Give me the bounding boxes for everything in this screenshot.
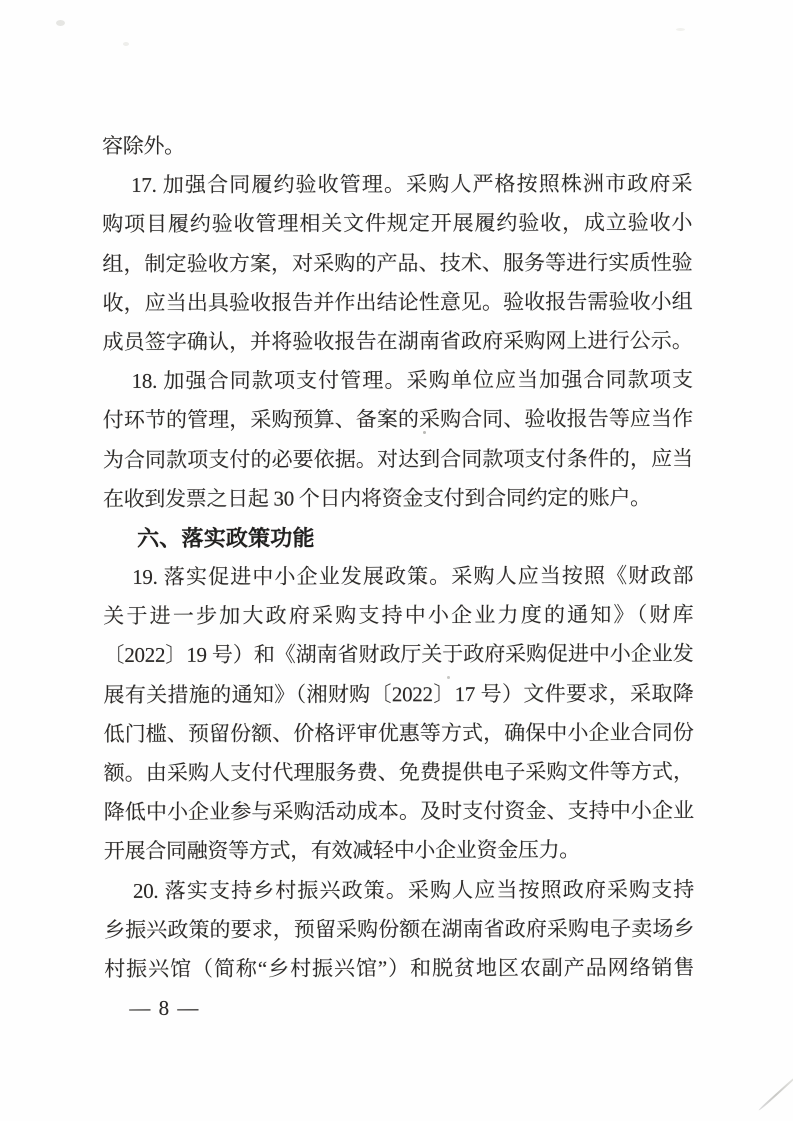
paragraph-end-line: 开展合同融资等方式，有效减轻中小企业资金压力。 bbox=[103, 838, 581, 864]
body-text-line: 关于进一步加大政府采购支持中小企业力度的通知》（财库 bbox=[103, 602, 694, 629]
body-text-line: 为合同款项支付的必要依据。对达到合同款项支付条件的，应当 bbox=[102, 445, 693, 472]
paragraph-18-first-line: 18. 加强合同款项支付管理。采购单位应当加强合同款项支 bbox=[131, 367, 693, 394]
section-heading: 六、落实政策功能 bbox=[137, 525, 315, 551]
page-curl-artifact bbox=[758, 1075, 793, 1111]
body-text-line: 乡振兴政策的要求，预留采购份额在湖南省政府采购电子卖场乡 bbox=[104, 916, 695, 942]
body-text-line: 〔2022〕19 号）和《湖南省财政厅关于政府采购促进中小企业发 bbox=[103, 641, 694, 668]
body-text-line: 购项目履约验收管理相关文件规定开展履约验收，成立验收小 bbox=[102, 210, 693, 237]
body-text-line: 额。由采购人支付代理服务费、免费提供电子采购文件等方式， bbox=[103, 759, 694, 785]
body-text-line: 展有关措施的通知》（湘财购〔2022〕17 号）文件要求，采取降 bbox=[103, 681, 694, 707]
body-text-line: 村振兴馆（简称“乡村振兴馆”）和脱贫地区农副产品网络销售 bbox=[104, 955, 695, 981]
body-text-line: 低门槛、预留份额、价格评审优惠等方式，确保中小企业合同份 bbox=[103, 720, 694, 746]
paragraph-end-line: 在收到发票之日起 30 个日内将资金支付到合同约定的账户。 bbox=[102, 485, 651, 511]
scan-speck bbox=[123, 42, 129, 46]
scan-speck bbox=[676, 28, 685, 31]
body-text-line: 成员签字确认，并将验收报告在湖南省政府采购网上进行公示。 bbox=[102, 328, 693, 354]
body-text-line: 付环节的管理，采购预算、备案的采购合同、验收报告等应当作 bbox=[102, 406, 693, 433]
page-number: — 8 — bbox=[129, 995, 200, 1021]
document-body bbox=[102, 125, 694, 1028]
paragraph-20-first-line: 20. 落实支持乡村振兴政策。采购人应当按照政府采购支持 bbox=[132, 877, 695, 903]
body-text-line: 降低中小企业参与采购活动成本。及时支付资金、支持中小企业 bbox=[103, 798, 694, 825]
body-text-line: 组，制定验收方案，对采购的产品、技术、服务等进行实质性验 bbox=[102, 250, 693, 276]
paragraph-end-line: 容除外。 bbox=[102, 133, 185, 158]
scan-speck bbox=[56, 20, 65, 26]
paragraph-17-first-line: 17. 加强合同履约验收管理。采购人严格按照株洲市政府采 bbox=[131, 171, 693, 198]
body-text-line: 收，应当出具验收报告并作出结论性意见。验收报告需验收小组 bbox=[102, 289, 693, 315]
paragraph-19-first-line: 19. 落实促进中小企业发展政策。采购人应当按照《财政部 bbox=[132, 563, 694, 589]
